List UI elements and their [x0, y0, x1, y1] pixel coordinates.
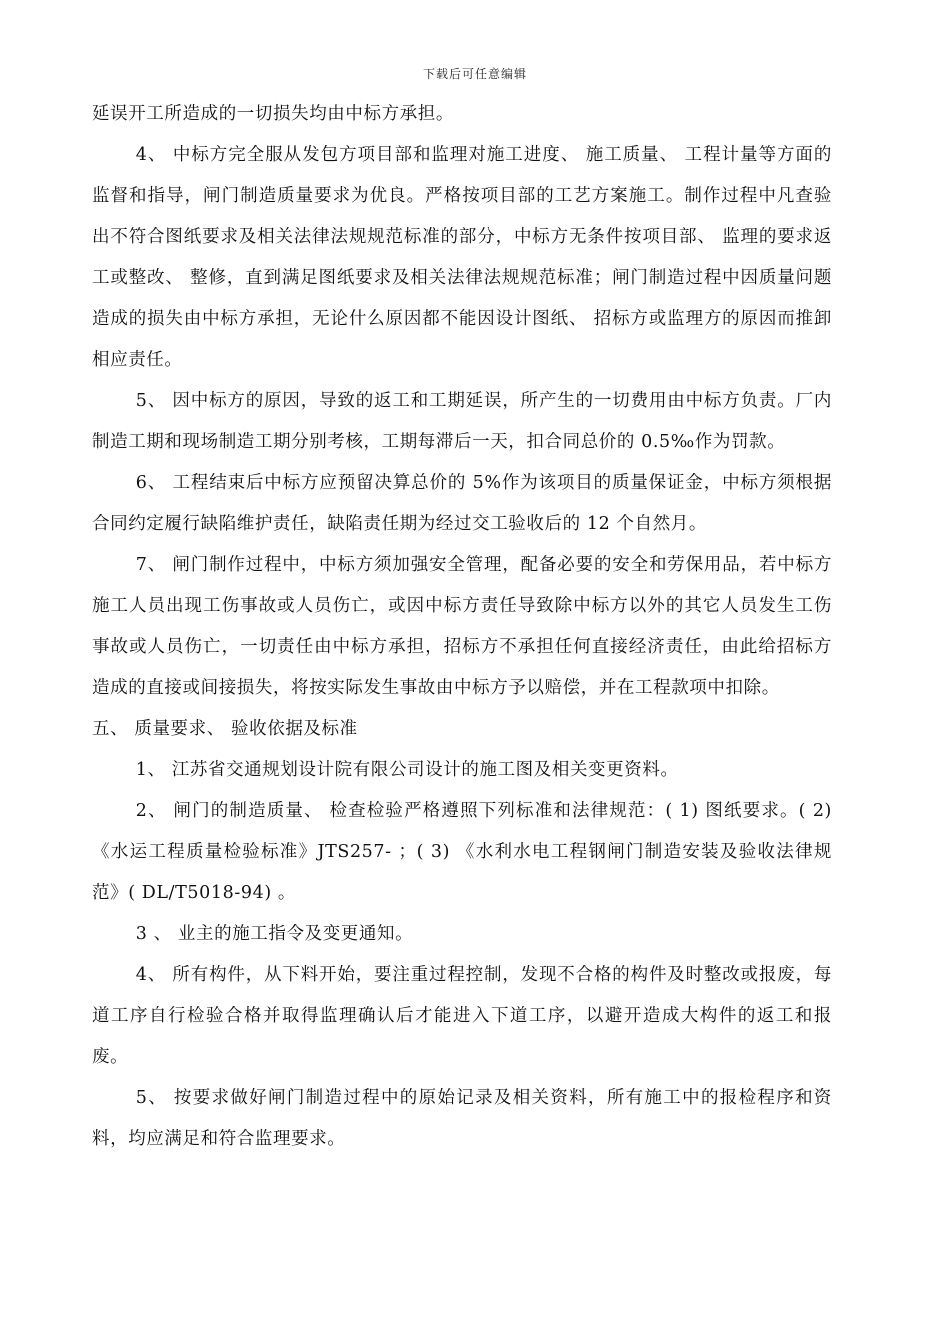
paragraph-item-5: 5、 因中标方的原因，导致的返工和工期延误，所产生的一切费用由中标方负责。厂内制造工期和现场制造工期分别考核，工期每滞后一天，扣合同总价的 0.5‰作为罚款。	[92, 391, 832, 452]
section5-item-2: 2、 闸门的制造质量、 检查检验严格遵照下列标准和法律规范：( 1) 图纸要求。( 2) 《水运工程质量检验标准》JTS257- ；( 3) 《水利水电工程钢闸门制造安装及验收法律规范》( DL/T5018-94) 。	[92, 801, 832, 903]
section5-item-5: 5、 按要求做好闸门制造过程中的原始记录及相关资料，所有施工中的报检程序和资料，均应满足和符合监理要求。	[92, 1088, 832, 1149]
paragraph-item-4: 4、 中标方完全服从发包方项目部和监理对施工进度、 施工质量、 工程计量等方面的监督和指导，闸门制造质量要求为优良。严格按项目部的工艺方案施工。制作过程中凡查验出不符合图纸要求及相关法律法规规范标准的部分，中标方无条件按项目部、 监理的要求返工或整改、 整修，直到满足图纸要求及相关法律法规规范标准；闸门制造过程中因质量问题造成的损失由中标方承担，无论什么原因都不能因设计图纸、 招标方或监理方的原因而推卸相应责任。	[92, 145, 832, 370]
download-note: 下载后可任意编辑	[422, 67, 527, 81]
document-body	[92, 94, 832, 1160]
section5-item-4: 4、 所有构件，从下料开始，要注重过程控制，发现不合格的构件及时整改或报废，每道工序自行检验合格并取得监理确认后才能进入下道工序，以避开造成大构件的返工和报废。	[92, 965, 832, 1067]
paragraph-item-6: 6、 工程结束后中标方应预留决算总价的 5%作为该项目的质量保证金，中标方须根据合同约定履行缺陷维护责任，缺陷责任期为经过交工验收后的 12 个自然月。	[92, 473, 832, 534]
section5-item-1: 1、 江苏省交通规划设计院有限公司设计的施工图及相关变更资料。	[135, 760, 679, 780]
section5-item-3: 3 、 业主的施工指令及变更通知。	[135, 924, 414, 944]
paragraph-continuation: 延误开工所造成的一切损失均由中标方承担。	[92, 104, 454, 124]
paragraph-item-7: 7、 闸门制作过程中，中标方须加强安全管理，配备必要的安全和劳保用品，若中标方施工人员出现工伤事故或人员伤亡，或因中标方责任导致除中标方以外的其它人员发生工伤事故或人员伤亡，一切责任由中标方承担，招标方不承担任何直接经济责任，由此给招标方造成的直接或间接损失，将按实际发生事故由中标方予以赔偿，并在工程款项中扣除。	[92, 555, 832, 698]
section-heading-5: 五、 质量要求、 验收依据及标准	[92, 719, 358, 739]
